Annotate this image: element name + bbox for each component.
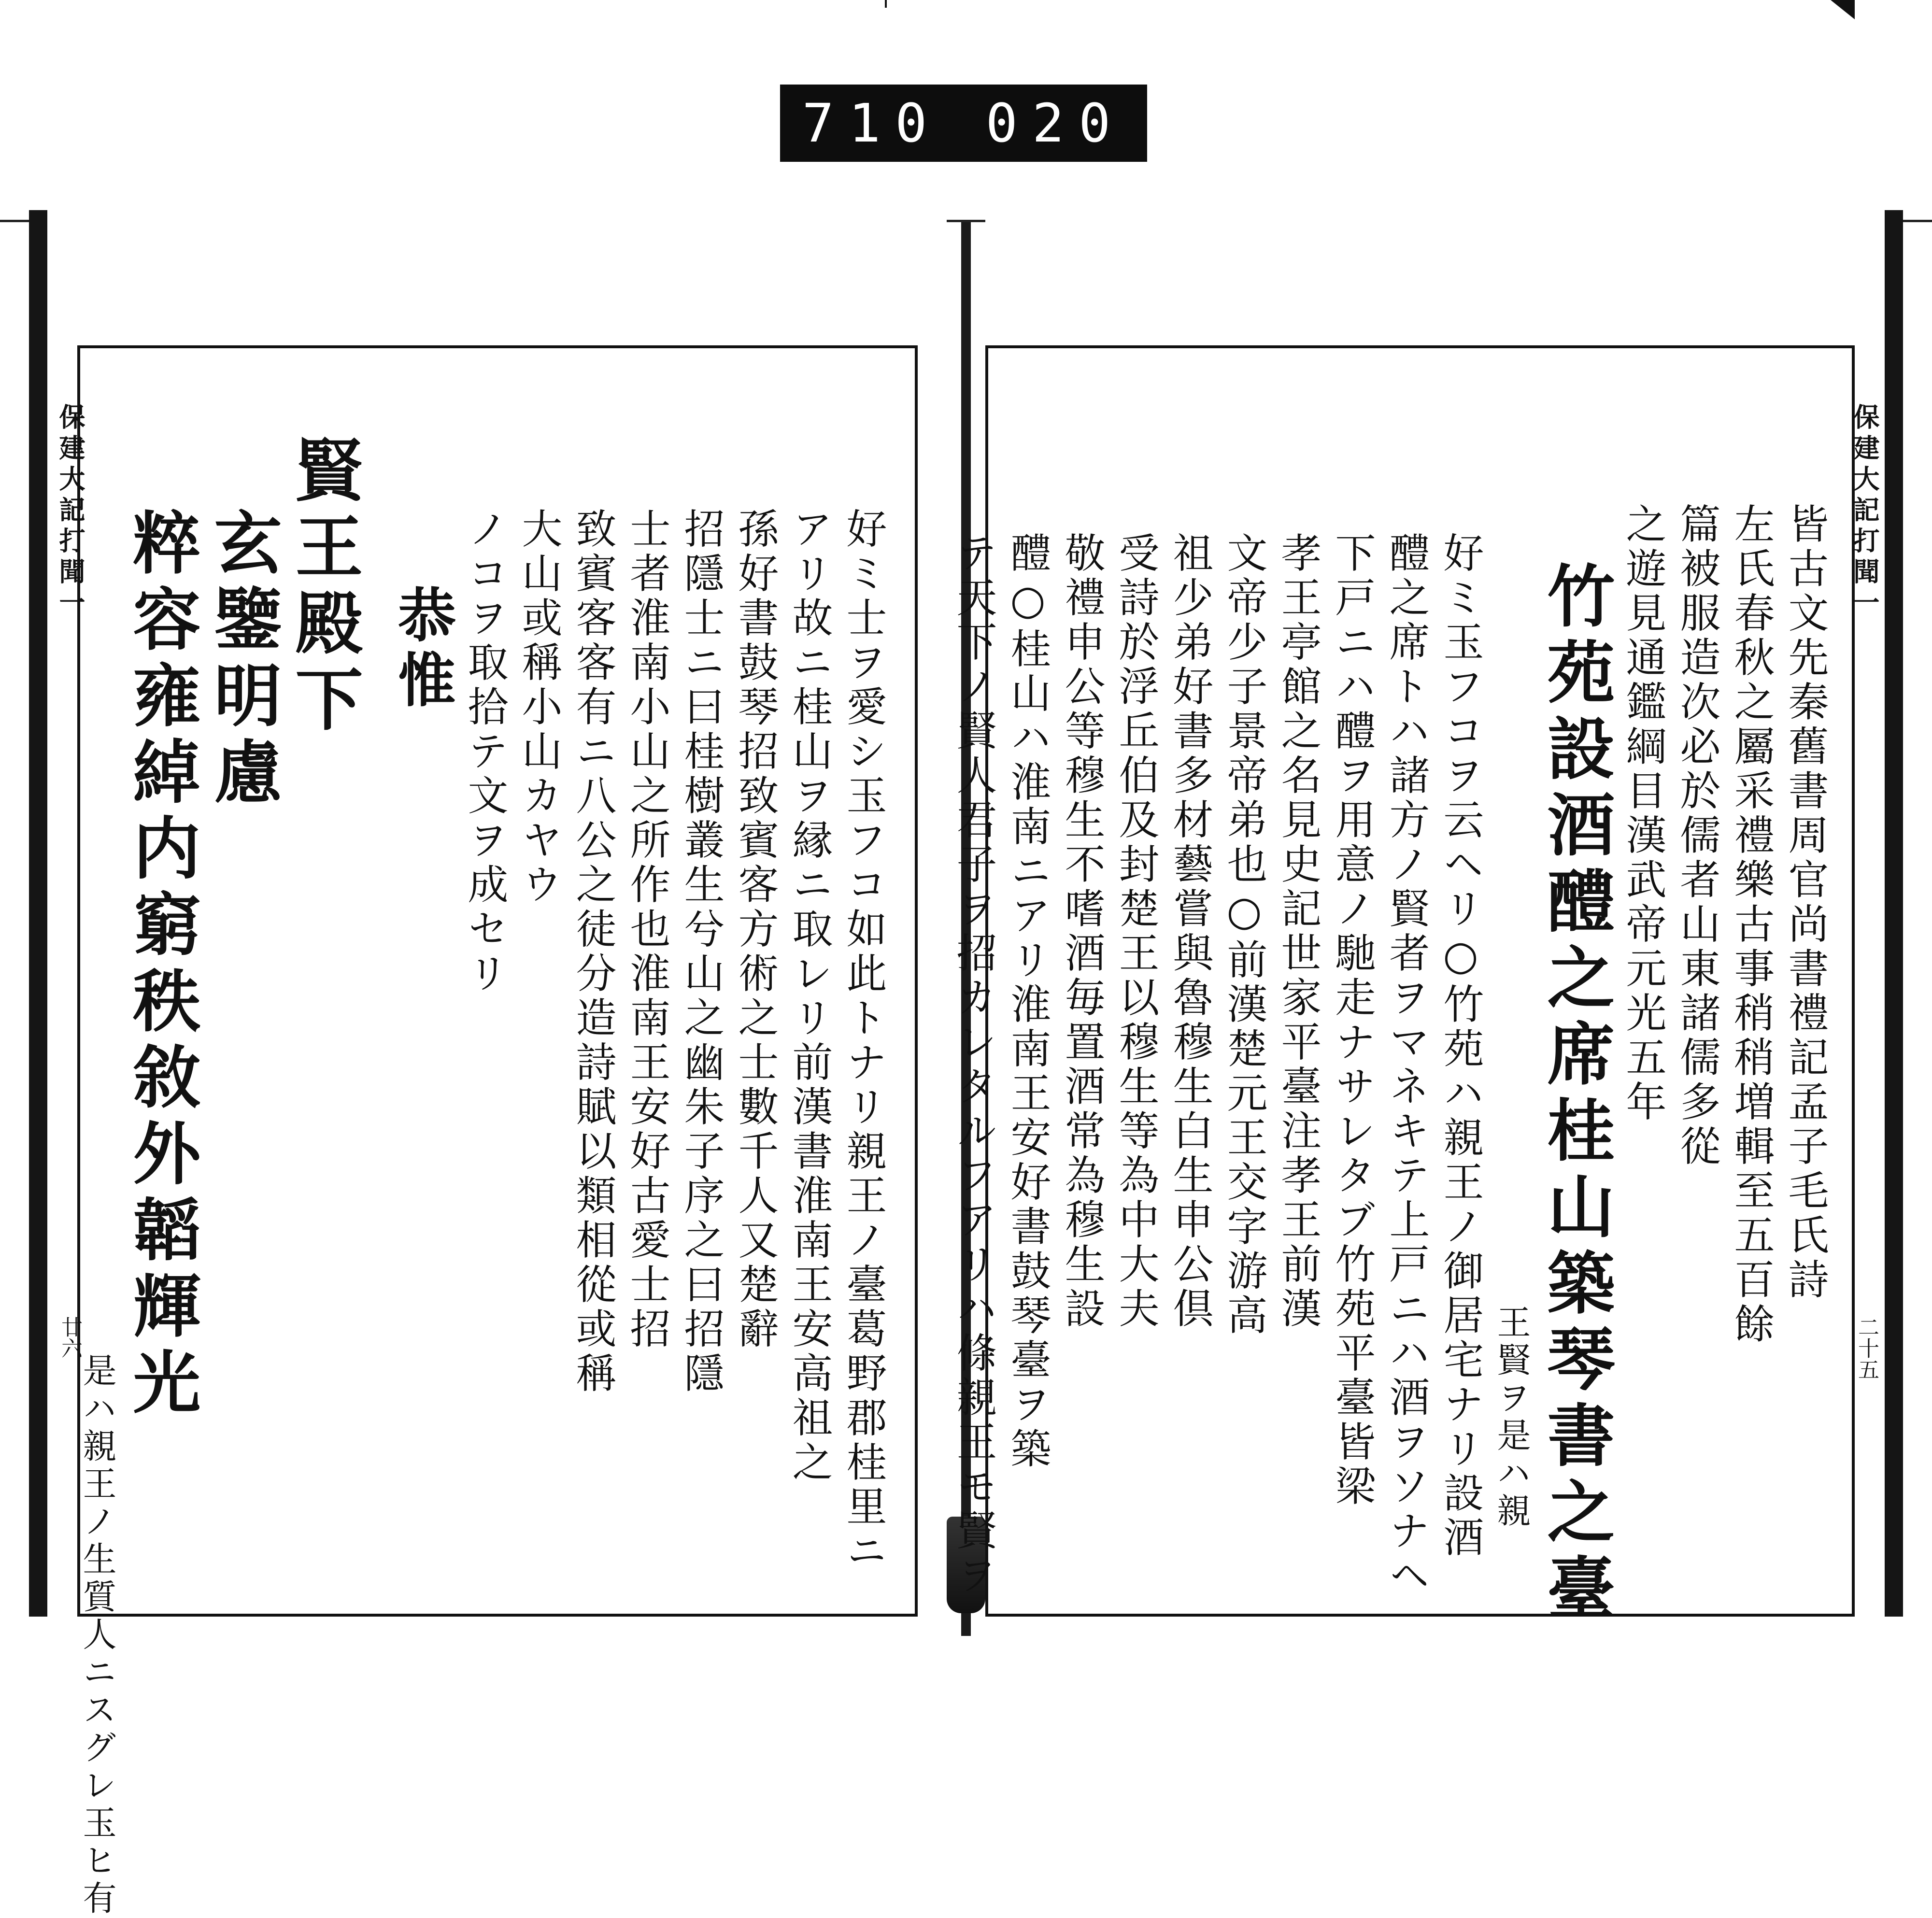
text-column: 士者淮南小山之所作也淮南王安好古愛士招 [624,508,671,1352]
text-column: 下戸ニハ醴ヲ用意ノ馳走ナサレタブ竹苑平臺皆梁 [1329,532,1376,1509]
left-text-columns [73,435,891,1918]
text-column: 好ミ士ヲ愛シ玉フコ如此トナリ親王ノ臺葛野郡桂里ニ [840,508,887,1574]
right-page-number: 二十五 [1854,1316,1879,1380]
frame-label-left: 710 [802,92,942,154]
text-column: 左氏春秋之屬采禮樂古事稍稍増輯至五百餘 [1728,503,1775,1347]
right-page [950,210,1903,1629]
heading-column: 恭惟 [388,585,456,714]
heading-column: 竹苑設酒醴之席桂山築琴書之臺 [1536,561,1615,1629]
text-column: 致賓客客有ニ八公之徒分造詩賦以類相從或稱 [569,508,617,1396]
text-column: 皆古文先秦舊書周官尚書禮記孟子毛氏詩 [1782,503,1829,1303]
text-column: 受詩於浮丘伯及封楚王以穆生等為中大夫 [1112,532,1160,1332]
text-column: テ天下ノ賢人君子ヲ招カレタルフアリハ條親王モ賢ヲ [950,532,997,1598]
annotation-column: 是ハ親王ノ生質人ニスグレ玉ヒ有 [77,1353,117,1918]
left-page-number: 廿六 [57,1316,82,1359]
right-text-columns [947,503,1833,1629]
text-column: 好ミ玉フコヲ云ヘリ○竹苑ハ親王ノ御居宅ナリ設酒 [1437,532,1484,1561]
right-margin-title: 保建大記打聞一 [1849,403,1880,620]
text-column: 醴之席トハ諸方ノ賢者ヲマネキテ上戸ニハ酒ヲソナヘ [1383,532,1430,1598]
text-column: 文帝少子景帝弟也○前漢楚元王交字游高 [1221,532,1268,1338]
text-column: 篇被服造次必於儒者山東諸儒多從 [1674,503,1721,1169]
text-column: 大山或稱小山カヤウ [515,508,563,908]
left-page-edge [29,210,47,1617]
text-column: 醴○桂山ハ淮南ニアリ淮南王安好書鼓琴臺ヲ築 [1004,532,1051,1472]
right-text-frame [950,345,1855,1629]
right-page-edge [1885,210,1903,1617]
frame-label-right: 020 [985,92,1125,154]
text-column: 敬禮申公等穆生不嗜酒毎置酒常為穆生設 [1058,532,1106,1332]
text-column: 招隱士ニ曰桂樹叢生兮山之幽朱子序之曰招隱 [678,508,725,1396]
heading-column: 玄鑒明慮 [203,508,282,813]
text-column: 之遊見通鑑綱目漢武帝元光五年 [1619,503,1667,1125]
heading-column: 粹容雍綽内窮秩敘外韜輝光 [122,508,201,1423]
text-column: 孫好書鼓琴招致賓客方術之士數千人又楚辭 [732,508,779,1352]
left-page [29,210,947,1918]
text-column: 孝王亭館之名見史記世家平臺注孝王前漢 [1275,532,1322,1332]
left-text-frame [77,345,918,1918]
text-column: ノコヲ取拾テ文ヲ成セリ [461,508,509,996]
film-tick-mark [885,0,887,8]
text-column: 祖少弟好書多材藝嘗與魯穆生白生申公倶 [1166,532,1214,1332]
corner-registration-mark [1831,0,1855,19]
text-column: アリ故ニ桂山ヲ縁ニ取レリ前漢書淮南王安高祖之 [786,508,833,1485]
left-margin-title: 保建大記打聞一 [55,403,86,620]
heading-column: 賢王殿下 [284,435,363,740]
annotation-column: 王賢ヲ是ハ親 [1492,1305,1531,1531]
microfilm-frame-label [780,85,1147,162]
